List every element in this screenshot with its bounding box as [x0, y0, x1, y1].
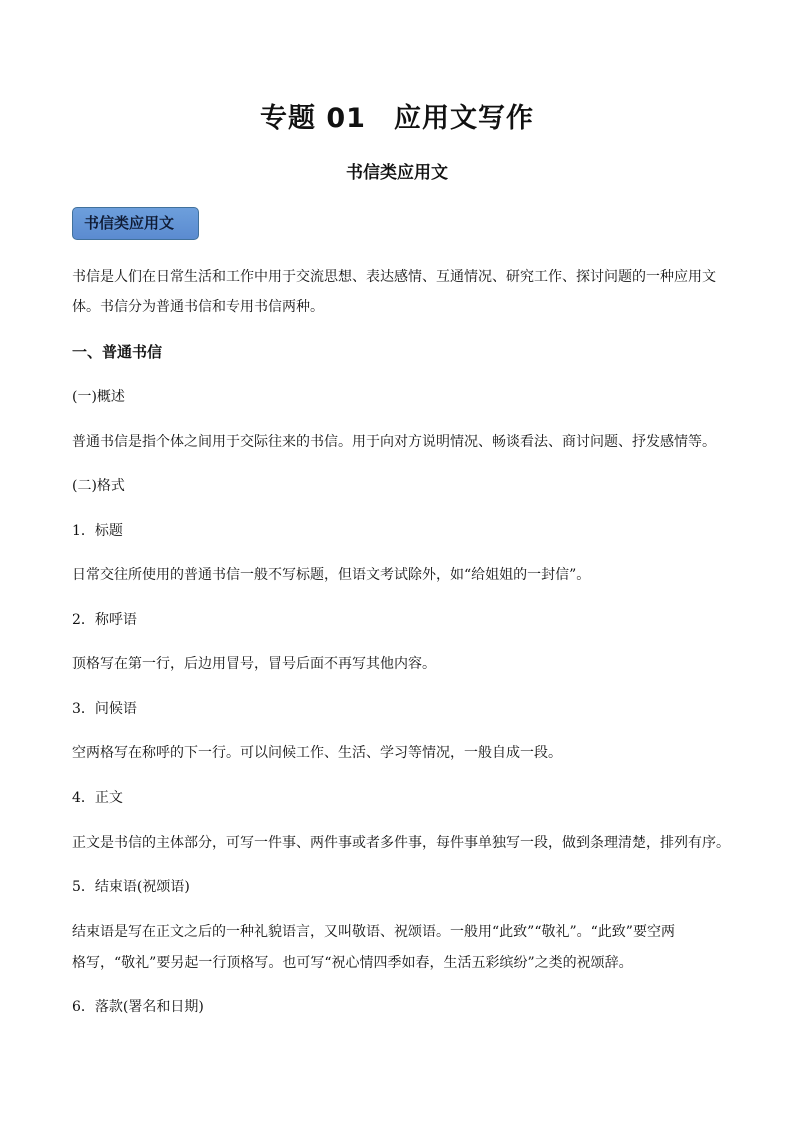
item-label: 6．落款(署名和日期) — [72, 999, 204, 1015]
overview-text: 普通书信是指个体之间用于交际往来的书信。用于向对方说明情况、畅谈看法、商讨问题、抒发感情等。 — [72, 434, 716, 450]
item-text: 顶格写在第一行，后边用冒号，冒号后面不再写其他内容。 — [72, 656, 436, 672]
item-text: 格写，“敬礼”要另起一行顶格写。也可写“祝心情四季如春，生活五彩缤纷”之类的祝颂辞。 — [72, 955, 633, 971]
item-label: 1．标题 — [72, 523, 123, 539]
item-text: 结束语是写在正文之后的一种礼貌语言，又叫敬语、祝颂语。一般用“此致”“敬礼”。“此致”要空两 — [72, 924, 675, 940]
subsection-format: (二)格式 — [72, 478, 125, 494]
section-tag: 书信类应用文 — [72, 207, 199, 240]
item-label: 2．称呼语 — [72, 612, 137, 628]
item-text: 正文是书信的主体部分，可写一件事、两件事或者多件事，每件事单独写一段，做到条理清楚，排列有序。 — [72, 835, 730, 851]
intro-line-2: 体。书信分为普通书信和专用书信两种。 — [72, 299, 324, 315]
item-text: 空两格写在称呼的下一行。可以问候工作、生活、学习等情况，一般自成一段。 — [72, 745, 562, 761]
section-heading: 一、普通书信 — [72, 343, 163, 361]
title-prefix: 专题 01 — [260, 103, 366, 134]
title-main: 应用文写作 — [393, 103, 534, 134]
item-label: 5．结束语(祝颂语) — [72, 879, 190, 895]
item-text: 日常交往所使用的普通书信一般不写标题，但语文考试除外，如“给姐姐的一封信”。 — [72, 567, 591, 583]
document-title — [0, 96, 794, 135]
subsection-overview: (一)概述 — [72, 389, 125, 405]
intro-line-1: 书信是人们在日常生活和工作中用于交流思想、表达感情、互通情况、研究工作、探讨问题的一种应用文 — [72, 269, 716, 285]
item-label: 4．正文 — [72, 790, 123, 806]
item-label: 3．问候语 — [72, 701, 137, 717]
document-subtitle: 书信类应用文 — [346, 163, 448, 183]
